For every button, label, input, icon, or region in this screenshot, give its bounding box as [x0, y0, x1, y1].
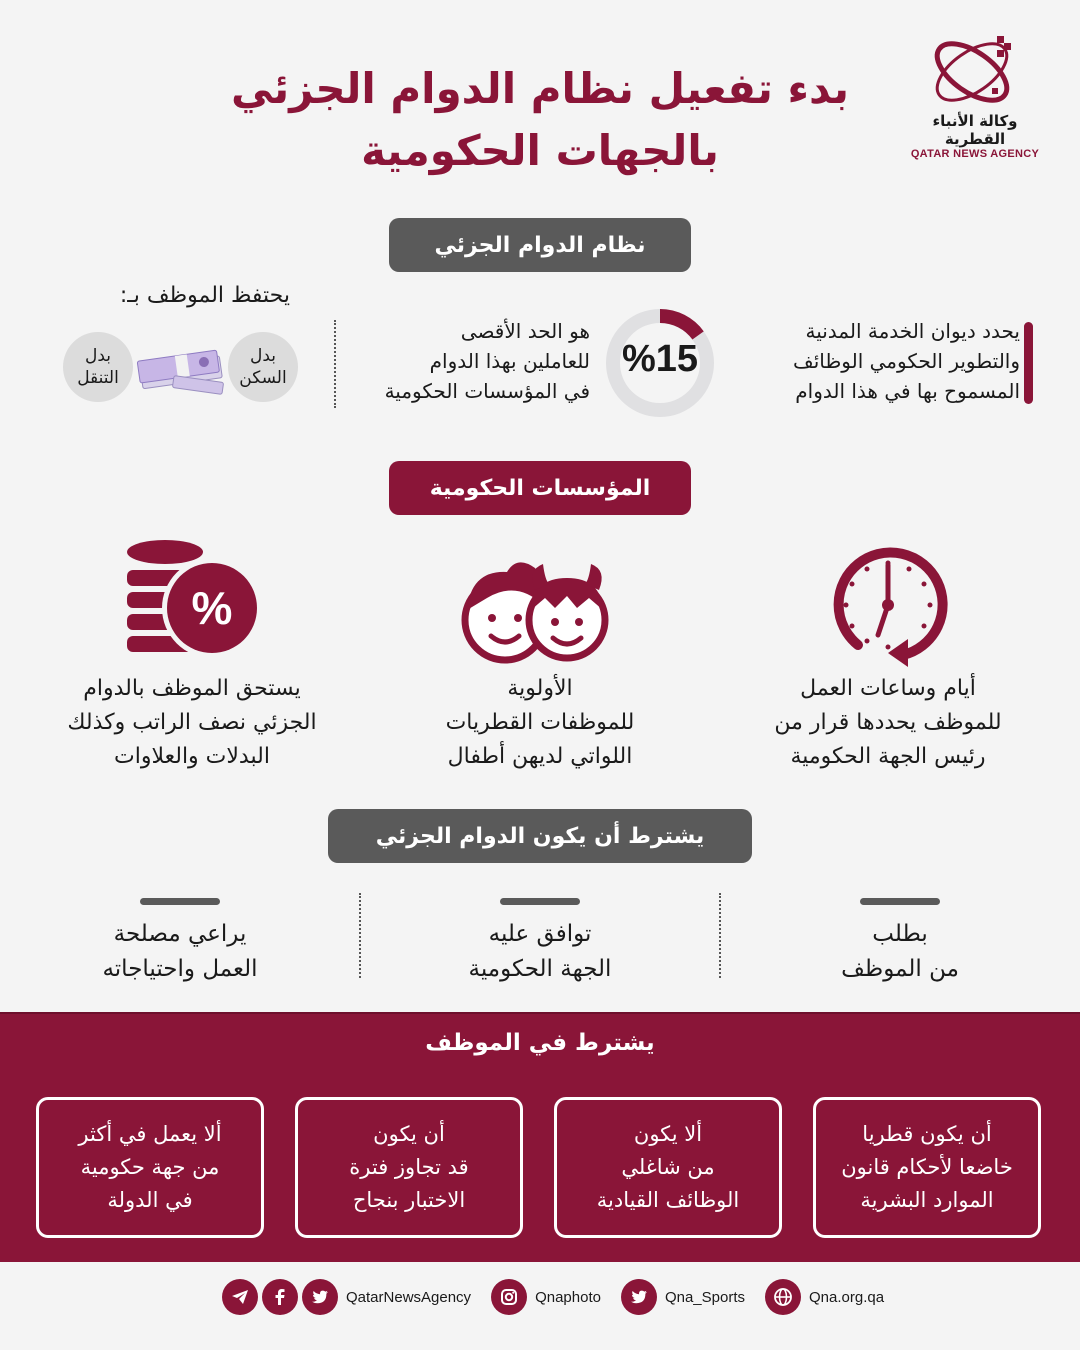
feature-half-salary [42, 672, 342, 774]
bureau-line-3: المسموح بها في هذا الدوام [795, 379, 1020, 403]
max-line-3: في المؤسسات الحكومية [384, 379, 590, 403]
condition-work-interest [40, 917, 320, 987]
coins-percent-icon [120, 532, 260, 672]
banknotes-icon [133, 345, 233, 397]
req-1-line-3: الموارد البشرية [860, 1188, 994, 1212]
feature-3-line-3: البدلات والعلاوات [114, 744, 270, 769]
dotted-divider [334, 320, 336, 408]
req-3-line-3: الاختبار بنجاح [352, 1188, 466, 1212]
twitter-icon[interactable] [302, 1279, 338, 1315]
telegram-icon[interactable] [222, 1279, 258, 1315]
feature-priority-mothers [390, 672, 690, 774]
req-4-line-2: من جهة حكومية [80, 1155, 220, 1179]
handle-qna-sports[interactable]: Qna_Sports [664, 1288, 745, 1306]
clock-icon [818, 535, 958, 675]
feature-3-line-1: يستحق الموظف بالدوام [83, 676, 301, 701]
requirement-box-qatari [813, 1097, 1041, 1238]
req-2-line-2: من شاغلي [621, 1155, 715, 1179]
employee-requirements-title: يشترط في الموظف [425, 1030, 655, 1056]
title-line-1: بدء تفعيل نظام الدوام الجزئي [230, 64, 850, 113]
section-heading-conditions: يشترط أن يكون الدوام الجزئي [328, 809, 752, 863]
qna-emblem-icon [920, 30, 1030, 110]
page-title [180, 58, 900, 182]
bureau-line-2: والتطوير الحكومي الوظائف [793, 349, 1020, 373]
requirement-box-not-leadership [554, 1097, 782, 1238]
transport-line-1: بدل [85, 346, 112, 366]
section-heading-part-time-system: نظام الدوام الجزئي [389, 218, 691, 272]
facebook-icon[interactable] [262, 1279, 298, 1315]
feature-3-line-2: الجزئي نصف الراتب وكذلك [67, 710, 317, 735]
accent-bar [1024, 322, 1033, 404]
max-line-2: للعاملين بهذا الدوام [429, 349, 590, 373]
feature-1-line-1: أيام وساعات العمل [800, 676, 976, 701]
svg-text:%: % [191, 582, 233, 634]
condition-1-line-2: من الموظف [841, 956, 959, 982]
housing-line-2: السكن [239, 368, 287, 388]
bureau-line-1: يحدد ديوان الخدمة المدنية [805, 319, 1020, 343]
globe-icon[interactable] [765, 1279, 801, 1315]
condition-1-line-1: بطلب [872, 921, 928, 947]
housing-allowance-badge [228, 332, 298, 402]
twitter-icon[interactable] [621, 1279, 657, 1315]
req-1-line-2: خاضعا لأحكام قانون [841, 1155, 1013, 1179]
transport-line-2: التنقل [77, 368, 119, 388]
handle-website[interactable]: Qna.org.qa [809, 1288, 885, 1306]
requirement-box-probation [295, 1097, 523, 1238]
handle-qatarnewsagency[interactable]: QatarNewsAgency [346, 1288, 472, 1306]
feature-2-line-2: للموظفات القطريات [445, 710, 635, 735]
children-icon [457, 545, 622, 685]
feature-2-line-3: اللواتي لديهن أطفال [447, 744, 633, 769]
logo-name-en: QATAR NEWS AGENCY [910, 148, 1040, 160]
dotted-divider [719, 893, 721, 978]
section-heading-government-institutions: المؤسسات الحكومية [389, 461, 691, 515]
instagram-icon[interactable] [491, 1279, 527, 1315]
dotted-divider [359, 893, 361, 978]
feature-2-line-1: الأولوية [507, 676, 573, 701]
req-4-line-1: ألا يعمل في أكثر [78, 1122, 222, 1146]
condition-3-line-1: يراعي مصلحة [113, 921, 247, 947]
req-3-line-1: أن يكون [373, 1122, 445, 1146]
condition-employee-request [760, 917, 1040, 987]
percent-label: %15 [621, 338, 699, 380]
req-2-line-3: الوظائف القيادية [596, 1188, 740, 1212]
handle-qnaphoto[interactable]: Qnaphoto [535, 1288, 601, 1306]
req-4-line-3: في الدولة [107, 1188, 193, 1212]
feature-1-line-3: رئيس الجهة الحكومية [790, 744, 986, 769]
req-1-line-1: أن يكون قطريا [862, 1122, 992, 1146]
feature-1-line-2: للموظف يحددها قرار من [774, 710, 1002, 735]
max-percent-text [355, 316, 590, 406]
bureau-text [735, 316, 1020, 406]
housing-line-1: بدل [250, 346, 277, 366]
req-3-line-2: قد تجاوز فترة [349, 1155, 469, 1179]
feature-working-hours [738, 672, 1038, 774]
social-footer [222, 1278, 900, 1316]
dash-marker [500, 898, 580, 905]
max-line-1: هو الحد الأقصى [460, 319, 590, 343]
transport-allowance-badge [63, 332, 133, 402]
dash-marker [860, 898, 940, 905]
retain-title: يحتفظ الموظف بـ: [119, 283, 290, 308]
logo-name-ar: وكالة الأنباء القطرية [932, 112, 1018, 148]
req-2-line-1: ألا يكون [633, 1122, 703, 1146]
dash-marker [140, 898, 220, 905]
condition-agency-approval [400, 917, 680, 987]
requirement-box-single-employer [36, 1097, 264, 1238]
qna-logo [900, 30, 1050, 165]
condition-2-line-1: توافق عليه [488, 921, 592, 947]
condition-2-line-2: الجهة الحكومية [468, 956, 612, 982]
title-line-2: بالجهات الحكومية [361, 126, 719, 175]
condition-3-line-2: العمل واحتياجاته [102, 956, 258, 982]
